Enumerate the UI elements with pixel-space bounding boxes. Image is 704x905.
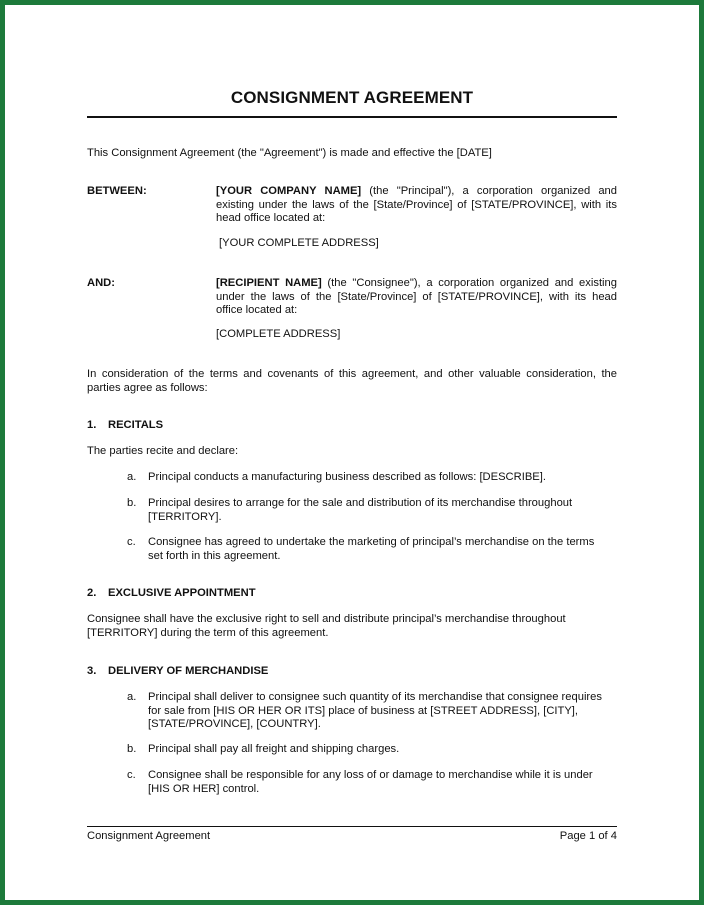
list-letter: a. — [127, 691, 137, 703]
section-number: 2. — [87, 587, 97, 599]
section-heading-delivery — [87, 665, 268, 679]
list-letter: b. — [127, 743, 137, 755]
list-text: Principal conducts a manufacturing business described as follows: [DESCRIBE]. — [148, 471, 546, 483]
and-address: [COMPLETE ADDRESS] — [216, 328, 341, 340]
list-letter: c. — [127, 536, 136, 548]
section-title: EXCLUSIVE APPOINTMENT — [108, 587, 256, 599]
intro-paragraph: This Consignment Agreement (the "Agreement") is made and effective the [DATE] — [87, 147, 492, 159]
section-title: DELIVERY OF MERCHANDISE — [108, 665, 269, 677]
footer-divider — [87, 826, 617, 827]
between-party-text: (the "Principal"), a corporation organized and existing under the laws of the [State/Province] of [STATE/PROVINCE], with its head office located at: — [216, 185, 617, 225]
title-divider — [87, 116, 617, 118]
section-title: RECITALS — [108, 419, 164, 431]
section-heading-recitals — [87, 419, 163, 433]
exclusive-appointment-paragraph: Consignee shall have the exclusive right to sell and distribute principal’s merchandise throughout [TERRITORY] during the term of this agreement. — [87, 613, 566, 639]
consideration-paragraph: In consideration of the terms and covenants of this agreement, and other valuable consideration, the parties agree as follows: — [87, 368, 617, 394]
list-text: Consignee shall be responsible for any loss of or damage to merchandise while it is under [HIS OR HER] control. — [148, 769, 593, 795]
and-label: AND: — [87, 277, 115, 289]
between-address: [YOUR COMPLETE ADDRESS] — [219, 237, 379, 249]
between-paragraph — [216, 185, 617, 226]
list-text: Principal desires to arrange for the sale and distribution of its merchandise throughout [TERRITORY]. — [148, 497, 573, 523]
list-letter: c. — [127, 769, 136, 781]
section-heading-exclusive-appointment — [87, 587, 256, 601]
footer-page-number: Page 1 of 4 — [559, 830, 617, 842]
recitals-intro: The parties recite and declare: — [87, 445, 239, 457]
between-party-name: [YOUR COMPANY NAME] — [216, 185, 362, 197]
between-label: BETWEEN: — [87, 185, 147, 197]
list-text: Principal shall deliver to consignee such quantity of its merchandise that consignee requires for sale from [HIS OR HER OR ITS] place of business at [STREET ADDRESS], [CITY], [STATE/PROVINCE], [COUNTRY]. — [148, 691, 602, 731]
list-text: Consignee has agreed to undertake the marketing of principal’s merchandise on the terms set forth in this agreement. — [148, 536, 595, 562]
list-letter: b. — [127, 497, 137, 509]
document-title: CONSIGNMENT AGREEMENT — [230, 88, 474, 107]
section-number: 3. — [87, 665, 97, 677]
and-paragraph — [216, 277, 617, 318]
section-number: 1. — [87, 419, 97, 431]
list-text: Principal shall pay all freight and shipping charges. — [148, 743, 400, 755]
and-party-name: [RECIPIENT NAME] — [216, 277, 322, 289]
footer-document-name: Consignment Agreement — [87, 830, 211, 842]
list-letter: a. — [127, 471, 137, 483]
and-party-text: (the "Consignee"), a corporation organized and existing under the laws of the [State/Province] of [STATE/PROVINCE], with its head office located at: — [216, 277, 617, 317]
